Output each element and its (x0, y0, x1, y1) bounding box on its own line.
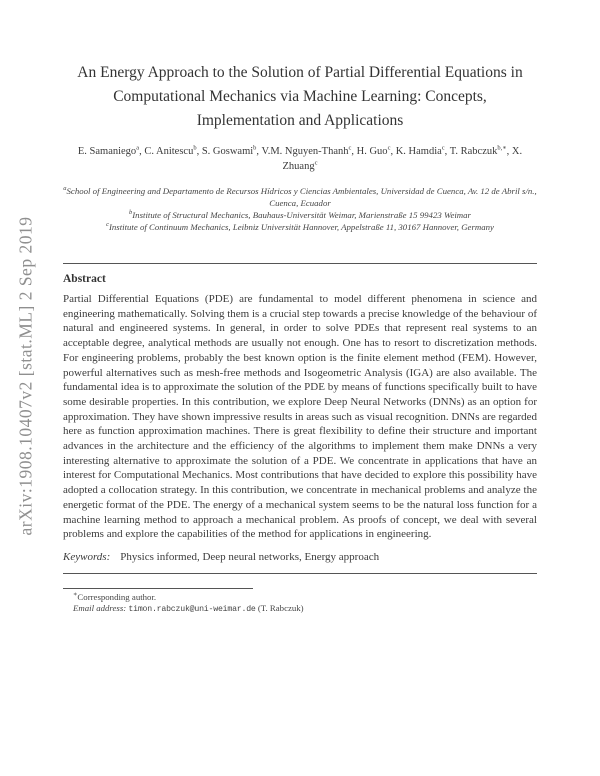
author-name: E. Samaniego (77, 146, 137, 157)
author-name: S. Goswami (201, 146, 254, 157)
affiliation-text: School of Engineering and Departamento de Recursos Hídricos y Ciencias Ambientales, Universidad de Cuenca, Av. 12 de Abril s/n., Cuenca, Ecuador (66, 186, 537, 208)
author-affiliation-mark: c (441, 144, 445, 152)
paper-title: An Energy Approach to the Solution of Partial Differential Equations in Computational Mechanics via Machine Learning: Concepts, Implementation and Applications (77, 64, 523, 129)
author-name: X. Zhuang (282, 146, 523, 172)
abstract-divider-bottom (63, 573, 537, 574)
author-affiliation-mark: c (314, 159, 318, 167)
corresponding-author-note (63, 592, 537, 604)
corresponding-author-text: Corresponding author. (77, 591, 157, 602)
author-affiliation-mark: b (253, 144, 257, 152)
arxiv-watermark: arXiv:1908.10407v2 [stat.ML] 2 Sep 2019 (15, 216, 36, 536)
author-separator: , (444, 146, 450, 157)
affiliation-item (63, 221, 537, 233)
author-affiliation-mark: c (387, 144, 391, 152)
author-separator: , (196, 146, 202, 157)
author-affiliation-mark: b (193, 144, 197, 152)
footnote-marker: ∗ (73, 591, 78, 599)
affiliations-block (63, 185, 537, 233)
affiliation-item (63, 209, 537, 221)
paper-content (63, 0, 537, 616)
author-name: T. Rabczuk (449, 146, 498, 157)
author-separator: , (351, 146, 357, 157)
email-address-line (63, 603, 537, 616)
affiliation-text: Institute of Structural Mechanics, Bauhaus-Universität Weimar, Marienstraße 15 99423 Weimar (132, 210, 471, 220)
author-name: H. Guo (356, 146, 388, 157)
author-separator: , (256, 146, 262, 157)
affiliation-text: Institute of Continuum Mechanics, Leibniz Universität Hannover, Appelstraße 11, 30167 Hannover, Germany (108, 222, 494, 232)
author-affiliation-mark: c (348, 144, 352, 152)
authors-line (63, 144, 537, 174)
footnote-block (63, 592, 537, 616)
keywords-text: Physics informed, Deep neural networks, Energy approach (120, 550, 380, 563)
author-name: C. Anitescu (144, 146, 194, 157)
keywords-line (63, 551, 537, 563)
affiliation-mark: c (106, 221, 109, 229)
author-affiliation-mark: a (136, 144, 140, 152)
email-address-label: Email address: (73, 603, 127, 614)
author-separator: , (390, 146, 396, 157)
affiliation-item (63, 185, 537, 209)
author-name: V.M. Nguyen-Thanh (261, 146, 349, 157)
email-attribution: (T. Rabczuk) (255, 603, 304, 614)
affiliation-mark: b (129, 209, 133, 217)
abstract-text: Partial Differential Equations (PDE) are fundamental to model different phenomena in science and engineering mathematically. Solving them is a crucial step towards a precise knowledge of the behaviour of natural and engineered systems. In general, in order to solve PDEs that represent real systems to an acceptable degree, analytical methods are usually not enough. One has to resort to discretization methods. For engineering problems, probably the best known option is the finite element method (FEM). However, powerful alternatives such as mesh-free methods and Isogeometric Analysis (IGA) are also available. The fundamental idea is to approximate the solution of the PDE by means of functions specifically built to have some desirable properties. In this contribution, we explore Deep Neural Networks (DNNs) as an option for approximation. They have shown impressive results in areas such as visual recognition. DNNs are regarded here as function approximation machines. There is great flexibility to define their structure and important advances in the architecture and the efficiency of the algorithms to implement them make DNNs a very interesting alternative to approximate the solution of a PDE. We concentrate in applications that have an interest for Computational Mechanics. Most contributions that have decided to explore this possibility have adopted a collocation strategy. In this contribution, we concentrate in mechanical problems and analyze the energetic format of the PDE. The energy of a mechanical system seems to be the natural loss function for a machine learning method to approach a mechanical problem. As proofs of concept, we deal with several problems and explore the capabilities of the method for applications in engineering. (63, 293, 537, 541)
footnote-divider (63, 588, 253, 589)
abstract-heading: Abstract (63, 273, 106, 285)
affiliation-mark: a (63, 185, 67, 193)
email-address: timon.rabczuk@uni-weimar.de (128, 605, 256, 615)
author-separator: , (139, 146, 145, 157)
author-affiliation-mark: b,∗ (497, 144, 507, 152)
author-separator: , (506, 146, 512, 157)
author-name: K. Hamdia (395, 146, 442, 157)
abstract-divider-top (63, 263, 537, 264)
keywords-label: Keywords: (63, 550, 111, 563)
